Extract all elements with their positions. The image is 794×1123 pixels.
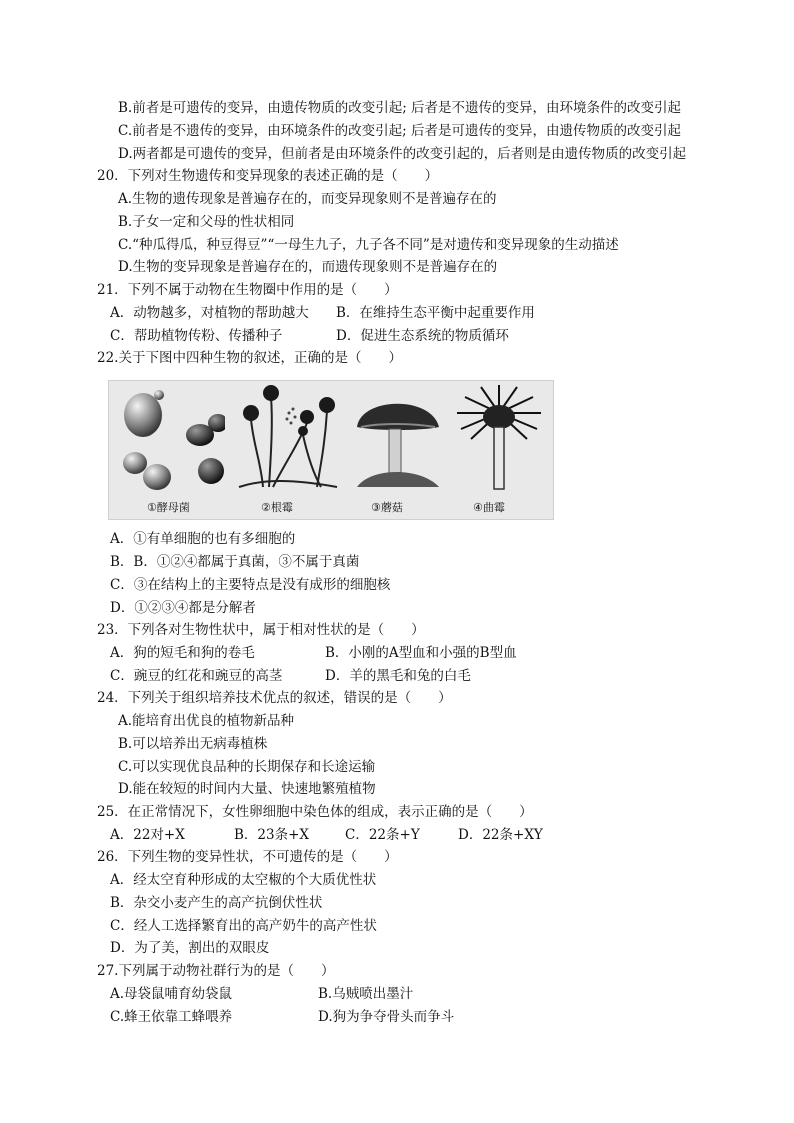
q19-option-b: B.前者是可遗传的变异，由遗传物质的改变引起; 后者是不遗传的变异，由环境条件的改变引起 xyxy=(118,100,682,116)
q26-option-c: C．经人工选择繁育出的高产奶牛的高产性状 xyxy=(110,918,377,934)
q20-option-d: D.生物的变异现象是普遍存在的，而遗传现象则不是普遍存在的 xyxy=(118,259,498,275)
q21-option-d: D．促进生态系统的物质循环 xyxy=(336,328,509,344)
q27-option-b: B.乌贼喷出墨汁 xyxy=(318,986,414,1002)
organisms-figure xyxy=(108,380,554,520)
aspergillus-illustration xyxy=(451,383,547,493)
q20-option-c: C.“种瓜得瓜，种豆得豆”“一母生九子，九子各不同”是对遗传和变异现象的生动描述 xyxy=(118,237,619,253)
caption-yeast: ①酵母菌 xyxy=(147,501,190,514)
q23-option-b: B．小刚的A型血和小强的B型血 xyxy=(325,645,517,661)
q24-stem: 24．下列关于组织培养技术优点的叙述，错误的是（ ） xyxy=(97,690,452,706)
q24-option-a: A.能培育出优良的植物新品种 xyxy=(118,713,295,729)
q21-option-a: A．动物越多，对植物的帮助越大 xyxy=(110,305,309,321)
q25-option-a: A．22对+X xyxy=(110,827,185,843)
mushroom-illustration xyxy=(351,387,443,495)
q22-stem: 22.关于下图中四种生物的叙述，正确的是（ ） xyxy=(97,350,402,366)
q19-option-d: D.两者都是可遗传的变异，但前者是由环境条件的改变引起的，后者则是由遗传物质的改变引起 xyxy=(118,146,687,162)
q26-option-a: A．经太空育种形成的太空椒的个大质优性状 xyxy=(110,872,377,888)
q20-stem: 20．下列对生物遗传和变异现象的表述正确的是（ ） xyxy=(97,168,439,184)
caption-mushroom: ③蘑菇 xyxy=(371,501,403,514)
q27-option-a: A.母袋鼠哺育幼袋鼠 xyxy=(110,986,233,1002)
rhizopus-illustration xyxy=(233,383,343,495)
q24-option-d: D.能在较短的时间内大量、快速地繁殖植物 xyxy=(118,781,376,797)
caption-aspergillus: ④曲霉 xyxy=(473,501,505,514)
q22-option-c: C．③在结构上的主要特点是没有成形的细胞核 xyxy=(110,577,391,593)
q27-option-d: D.狗为争夺骨头而争斗 xyxy=(318,1009,455,1025)
q23-option-d: D．羊的黑毛和兔的白毛 xyxy=(325,668,471,684)
q21-stem: 21．下列不属于动物在生物圈中作用的是（ ） xyxy=(97,282,398,298)
q27-option-c: C.蜂王依靠工蜂喂养 xyxy=(110,1009,233,1025)
q26-option-b: B．杂交小麦产生的高产抗倒伏性状 xyxy=(110,895,323,911)
q25-option-b: B．23条+X xyxy=(234,827,310,843)
q23-option-a: A．狗的短毛和狗的卷毛 xyxy=(110,645,255,661)
q21-option-b: B．在维持生态平衡中起重要作用 xyxy=(336,305,535,321)
q22-option-a: A．①有单细胞的也有多细胞的 xyxy=(110,531,296,547)
q25-option-d: D．22条+XY xyxy=(458,827,543,843)
q27-stem: 27.下列属于动物社群行为的是（ ） xyxy=(97,963,335,979)
q22-option-b: B．B．①②④都属于真菌，③不属于真菌 xyxy=(110,554,360,570)
q23-option-c: C．豌豆的红花和豌豆的高茎 xyxy=(110,668,283,684)
q22-option-d: D．①②③④都是分解者 xyxy=(110,600,256,616)
q21-option-c: C．帮助植物传粉、传播种子 xyxy=(110,328,283,344)
q26-stem: 26．下列生物的变异性状，不可遗传的是（ ） xyxy=(97,849,398,865)
q19-option-c: C.前者是不遗传的变异，由环境条件的改变引起; 后者是可遗传的变异，由遗传物质的改变引起 xyxy=(118,123,681,139)
q20-option-a: A.生物的遗传现象是普遍存在的，而变异现象则不是普遍存在的 xyxy=(118,191,497,207)
caption-rhizopus: ②根霉 xyxy=(261,501,293,514)
q26-option-d: D．为了美，割出的双眼皮 xyxy=(110,940,270,956)
q25-stem: 25．在正常情况下，女性卵细胞中染色体的组成，表示正确的是（ ） xyxy=(97,804,533,820)
yeast-illustration xyxy=(115,385,225,495)
q23-stem: 23．下列各对生物性状中，属于相对性状的是（ ） xyxy=(97,622,425,638)
q24-option-b: B.可以培养出无病毒植株 xyxy=(118,736,268,752)
q24-option-c: C.可以实现优良品种的长期保存和长途运输 xyxy=(118,759,376,775)
q20-option-b: B.子女一定和父母的性状相同 xyxy=(118,214,295,230)
q25-option-c: C．22条+Y xyxy=(345,827,420,843)
